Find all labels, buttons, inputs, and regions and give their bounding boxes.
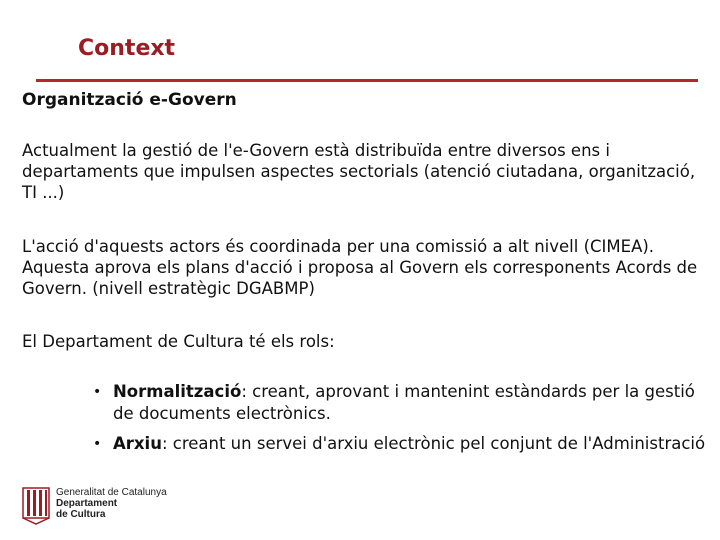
institution-logo [22,487,167,525]
slide-subtitle: Organització e-Govern [22,90,237,110]
bullet-icon: • [93,436,102,452]
paragraph-3: El Departament de Cultura té els rols: [22,332,335,351]
list-item [93,433,710,455]
title-divider [36,79,698,82]
role-description: : creant, aprovant i mantenint estàndards per la gestió de documents electrònics. [113,382,695,423]
role-description: : creant un servei d'arxiu electrònic pel conjunt de l'Administració [161,434,706,453]
logo-line-3: de Cultura [56,509,106,520]
paragraph-1: Actualment la gestió de l'e-Govern està distribuïda entre diversos ens i departaments que impulsen aspectes sectorials (atenció ciutadana, organització, TI ...) [22,141,696,202]
role-term: Arxiu [113,434,162,453]
logo-line-2: Departament [56,498,118,509]
paragraph-2: L'acció d'aquests actors és coordinada per una comissió a alt nivell (CIMEA). Aquesta aprova els plans d'acció i proposa al Govern els corresponents Acords de Govern. (nivell estratègic DGABMP) [22,237,698,298]
roles-list [93,381,710,463]
slide-title: Context [78,36,176,61]
catalan-flag-emblem-icon [22,487,50,525]
logo-text [56,487,167,520]
logo-line-1: Generalitat de Catalunya [56,487,167,498]
list-item [93,381,710,425]
bullet-icon: • [93,384,102,400]
role-term: Normalització [113,382,242,401]
